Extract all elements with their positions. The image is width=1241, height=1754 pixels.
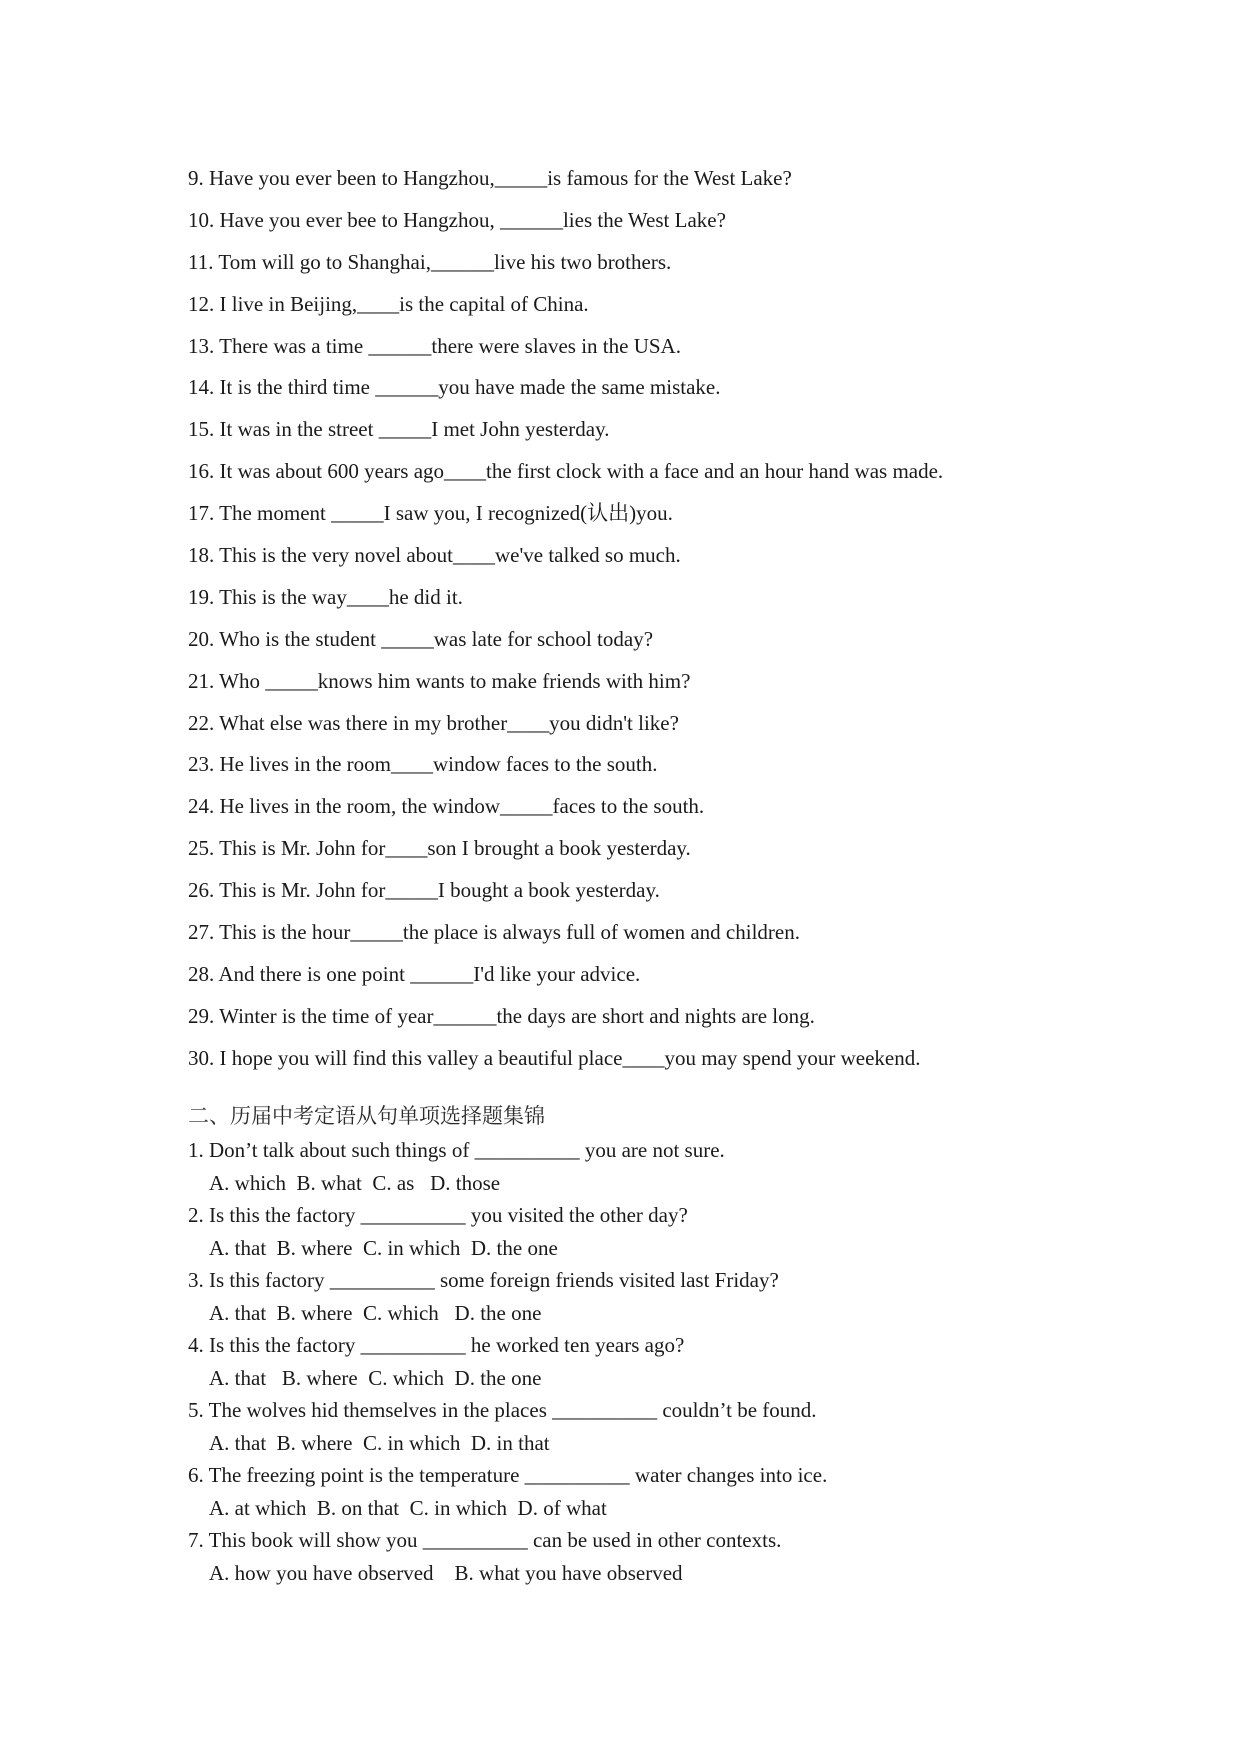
mc-question: 2. Is this the factory __________ you visited the other day? [188,1203,688,1227]
fill-in-question: 9. Have you ever been to Hangzhou,_____is famous for the West Lake? [188,166,792,190]
section-heading: 二、历届中考定语从句单项选择题集锦 [188,1104,545,1128]
mc-options: A. that B. where C. in which D. in that [209,1430,550,1455]
mc-question: 5. The wolves hid themselves in the places __________ couldn’t be found. [188,1398,817,1422]
fill-in-question: 21. Who _____knows him wants to make friends with him? [188,668,691,693]
fill-in-question: 20. Who is the student _____was late for school today? [188,626,654,651]
mc-question: 3. Is this factory __________ some foreign friends visited last Friday? [188,1268,779,1292]
mc-options: A. which B. what C. as D. those [209,1170,501,1195]
fill-in-question: 10. Have you ever bee to Hangzhou, ______lies the West Lake? [188,207,726,232]
fill-in-question: 18. This is the very novel about____we've talked so much. [188,543,681,568]
mc-options: A. that B. where C. in which D. the one [209,1235,558,1260]
multiple-choice-section [188,1101,1088,1589]
fill-in-question: 28. And there is one point ______I'd like your advice. [188,961,641,986]
fill-in-question: 27. This is the hour_____the place is always full of women and children. [188,920,800,945]
fill-in-question: 13. There was a time ______there were slaves in the USA. [188,333,681,358]
fill-in-question: 17. The moment _____I saw you, I recognized(认出)you. [188,501,673,526]
fill-in-question: 15. It was in the street _____I met John yesterday. [188,417,610,442]
mc-question: 6. The freezing point is the temperature __________ water changes into ice. [188,1463,828,1487]
fill-in-question: 22. What else was there in my brother____you didn't like? [188,710,679,735]
fill-in-question: 23. He lives in the room____window faces to the south. [188,752,658,777]
fill-in-question: 30. I hope you will find this valley a beautiful place____you may spend your weekend. [188,1045,921,1070]
fill-in-question: 24. He lives in the room, the window_____faces to the south. [188,794,705,819]
mc-question: 4. Is this the factory __________ he worked ten years ago? [188,1333,685,1357]
fill-in-question: 14. It is the third time ______you have made the same mistake. [188,375,721,400]
mc-options: A. at which B. on that C. in which D. of what [209,1495,607,1520]
fill-in-question: 12. I live in Beijing,____is the capital of China. [188,291,589,316]
fill-in-question: 19. This is the way____he did it. [188,584,463,609]
fill-in-question: 11. Tom will go to Shanghai,______live his two brothers. [188,249,672,274]
mc-options: A. that B. where C. which D. the one [209,1365,542,1390]
fill-in-question: 26. This is Mr. John for_____I bought a book yesterday. [188,878,660,903]
mc-options: A. how you have observed B. what you have observed [209,1560,683,1585]
mc-options: A. that B. where C. which D. the one [209,1300,542,1325]
fill-in-question: 16. It was about 600 years ago____the first clock with a face and an hour hand was made. [188,459,944,484]
mc-question: 1. Don’t talk about such things of __________ you are not sure. [188,1138,725,1162]
mc-question: 7. This book will show you __________ can be used in other contexts. [188,1528,782,1552]
fill-in-question: 29. Winter is the time of year______the days are short and nights are long. [188,1003,815,1028]
fill-in-question: 25. This is Mr. John for____son I brought a book yesterday. [188,836,691,861]
fill-in-section [188,158,1088,1080]
